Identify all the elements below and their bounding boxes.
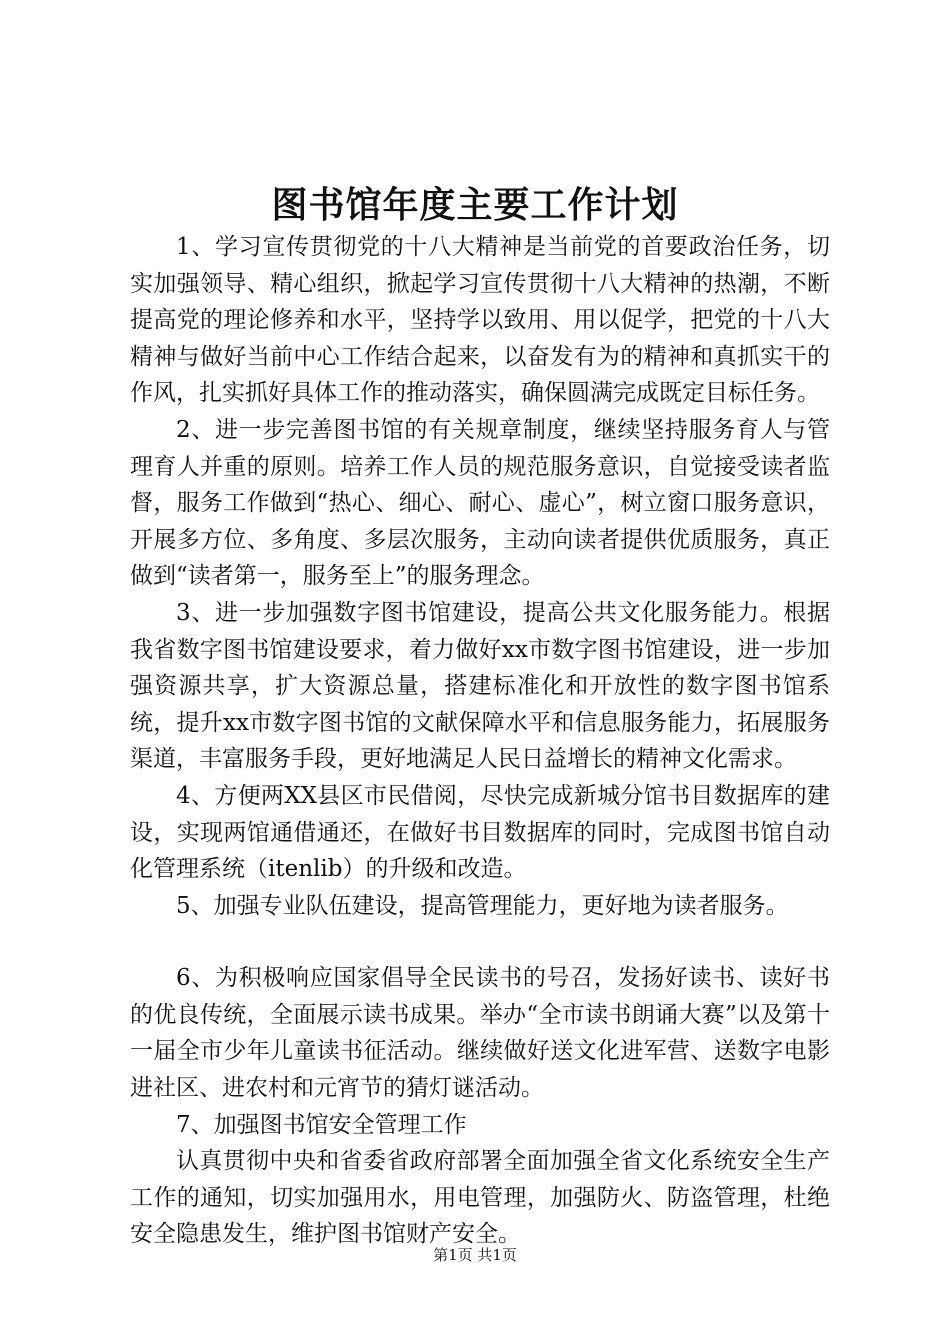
document-body — [130, 229, 830, 1253]
paragraph-1: 1、学习宣传贯彻党的十八大精神是当前党的首要政治任务，切实加强领导、精心组织，掀起学习宣传贯彻十八大精神的热潮，不断提高党的理论修养和水平，坚持学以致用、用以促学，把党的十八大精神与做好当前中心工作结合起来，以奋发有为的精神和真抓实干的作风，扎实抓好具体工作的推动落实，确保圆满完成既定目标任务。 — [130, 234, 830, 407]
paragraph-5: 5、加强专业队伍建设，提高管理能力，更好地为读者服务。 — [176, 892, 789, 919]
paragraph-7: 7、加强图书馆安全管理工作 — [176, 1111, 467, 1138]
document-title: 图书馆年度主要工作计划 — [271, 185, 679, 226]
paragraph-3: 3、进一步加强数字图书馆建设，提高公共文化服务能力。根据我省数字图书馆建设要求，着力做好xx市数字图书馆建设，进一步加强资源共享，扩大资源总量，搭建标准化和开放性的数字图书馆系统，提升xx市数字图书馆的文献保障水平和信息服务能力，拓展服务渠道，丰富服务手段，更好地满足人民日益增长的精神文化需求。 — [130, 599, 830, 773]
paragraph-2: 2、进一步完善图书馆的有关规章制度，继续坚持服务育人与管理育人并重的原则。培养工作人员的规范服务意识，自觉接受读者监督，服务工作做到“热心、细心、耐心、虚心”，树立窗口服务意识，开展多方位、多角度、多层次服务，主动向读者提供优质服务，真正做到“读者第一，服务至上”的服务理念。 — [130, 416, 830, 590]
paragraph-6: 6、为积极响应国家倡导全民读书的号召，发扬好读书、读好书的优良传统，全面展示读书成果。举办“全市读书朗诵大赛”以及第十一届全市少年儿童读书征活动。继续做好送文化进军营、送数字电影进社区、进农村和元宵节的猜灯谜活动。 — [130, 965, 830, 1102]
paragraph-4: 4、方便两XX县区市民借阅，尽快完成新城分馆书目数据库的建设，实现两馆通借通还，在做好书目数据库的同时，完成图书馆自动化管理系统（itenlib）的升级和改造。 — [130, 782, 830, 883]
paragraph-8: 认真贯彻中央和省委省政府部署全面加强全省文化系统安全生产工作的通知，切实加强用水，用电管理，加强防火、防盗管理，杜绝安全隐患发生，维护图书馆财产安全。 — [130, 1148, 830, 1248]
page-footer: 第1页 共1页 — [433, 1246, 517, 1264]
